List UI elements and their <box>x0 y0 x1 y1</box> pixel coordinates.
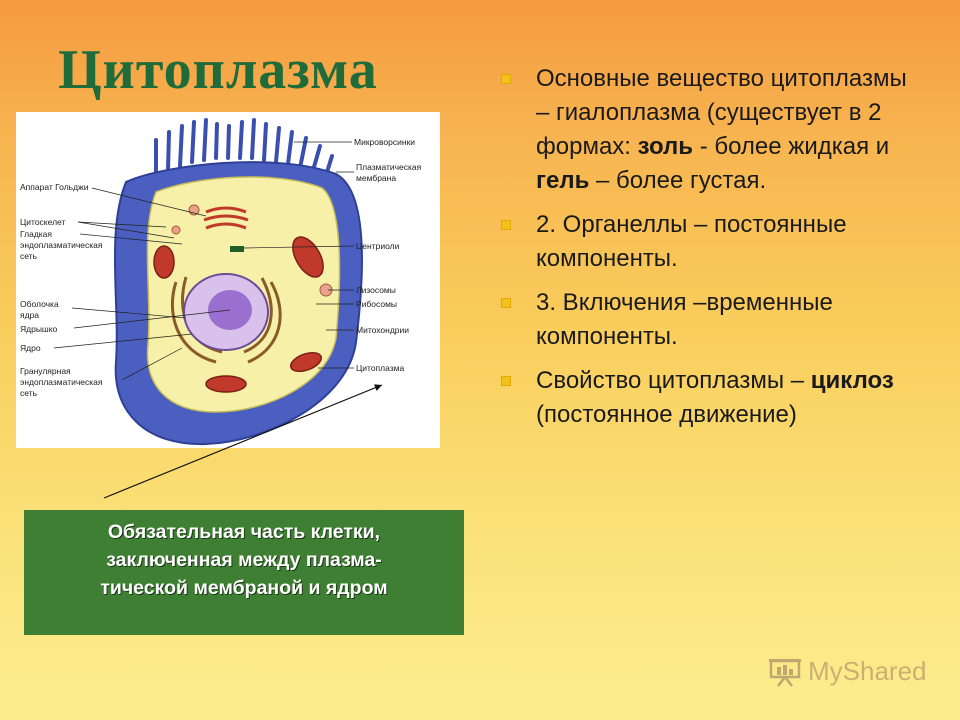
bullet-text: (постоянное движение) <box>536 401 797 428</box>
label-microvilli: Микроворсинки <box>354 137 416 147</box>
label-ribosomes: Рибосомы <box>356 299 398 309</box>
bullet-text: Основные вещество цитоплазмы – гиалоплазма (существует в 2 формах: <box>536 65 907 160</box>
label-cytoplasm: Цитоплазма <box>356 363 405 373</box>
bullet-item <box>500 364 920 432</box>
label-lysosomes: Лизосомы <box>356 285 396 295</box>
bullet-item <box>500 286 920 354</box>
bullet-text: 2. Органеллы – постоянные компоненты. <box>536 211 847 272</box>
label-smooth-er-3: сеть <box>20 251 38 261</box>
bullet-text: – более густая. <box>589 167 767 194</box>
bullet-text: - более жидкая и <box>693 133 890 160</box>
definition-line-1: Обязательная часть клетки, <box>107 521 381 543</box>
logo-text: MyShared <box>808 656 927 686</box>
label-nucleus: Ядро <box>20 343 41 353</box>
bullet-marker-icon <box>502 75 510 83</box>
definition-line-2: заключенная между плазма- <box>106 549 382 571</box>
bullet-bold-term: гель <box>536 167 590 194</box>
label-golgi: Аппарат Гольджи <box>20 182 89 192</box>
presentation-icon <box>768 657 802 687</box>
page-title: Цитоплазма <box>58 39 378 101</box>
label-smooth-er-1: Гладкая <box>20 229 53 239</box>
label-mitochondria: Митохондрии <box>356 325 410 335</box>
definition-line-3: тической мембраной и ядром <box>100 577 388 599</box>
label-rough-er-3: сеть <box>20 388 38 398</box>
bullet-list <box>500 62 920 442</box>
bullet-bold-term: циклоз <box>810 367 894 394</box>
label-plasma-membrane-1: Плазматическая <box>356 162 422 172</box>
bullet-marker-icon <box>502 299 510 307</box>
label-centrioles: Центриоли <box>356 241 400 251</box>
label-smooth-er-2: эндоплазматическая <box>20 240 103 250</box>
bullet-text: Свойство цитоплазмы – <box>536 367 811 394</box>
label-nucleolus: Ядрышко <box>20 324 58 334</box>
bullet-text: 3. Включения –временные компоненты. <box>536 289 833 350</box>
label-nuclear-envelope-2: ядра <box>20 310 40 320</box>
label-nuclear-envelope-1: Оболочка <box>20 299 59 309</box>
bullet-marker-icon <box>502 377 510 385</box>
label-cytoskeleton: Цитоскелет <box>20 217 66 227</box>
label-rough-er-1: Гранулярная <box>20 366 71 376</box>
definition-box <box>24 510 464 635</box>
bullet-item <box>500 62 920 198</box>
definition-text <box>24 518 464 602</box>
centrioles <box>230 246 244 252</box>
label-rough-er-2: эндоплазматическая <box>20 377 103 387</box>
bullet-bold-term: золь <box>637 133 694 160</box>
cell-illustration <box>16 112 440 448</box>
watermark-logo <box>768 656 927 687</box>
label-plasma-membrane-2: мембрана <box>356 173 397 183</box>
cell-diagram <box>16 112 440 448</box>
bullet-item <box>500 208 920 276</box>
bullet-marker-icon <box>502 221 510 229</box>
